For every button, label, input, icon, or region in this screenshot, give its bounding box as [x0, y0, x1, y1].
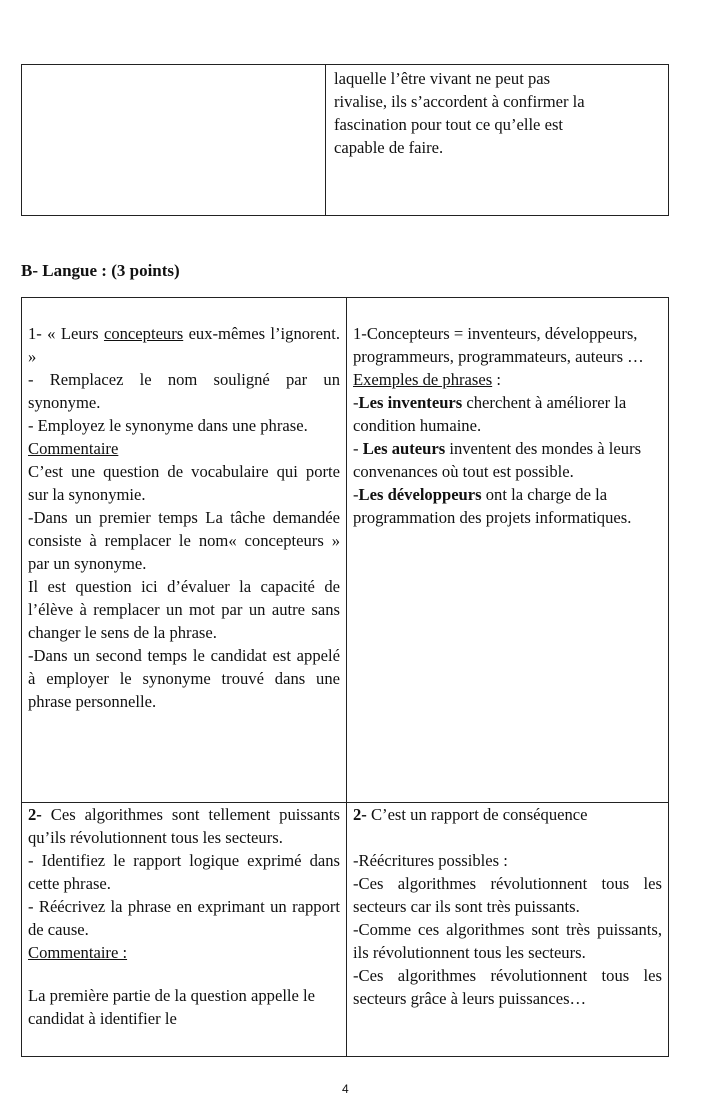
text-line: fascination pour tout ce qu’elle est: [334, 115, 564, 134]
q1-comment-2: -Dans un premier temps La tâche demandée consiste à remplacer le nom« concepteurs » par un synonyme.: [28, 508, 340, 573]
q1-comment-3: Il est question ici d’évaluer la capacité de l’élève à remplacer un mot par un autre sans changer le sens de la phrase.: [28, 577, 340, 642]
q2-rewrite-3: -Ces algorithmes révolutionnent tous les secteurs grâce à leurs puissances…: [353, 966, 662, 1008]
top-table-left-cell: [22, 65, 326, 216]
q2-rewrite-1: -Ces algorithmes révolutionnent tous les secteurs car ils sont très puissants.: [353, 874, 662, 916]
text-line: rivalise, ils s’accordent à confirmer la: [334, 92, 585, 111]
q1-question-cell: [22, 298, 347, 803]
q2-question-cell: [22, 803, 347, 1057]
q1-example-3: -Les développeurs ont la charge de la programmation des projets informatiques.: [353, 485, 632, 527]
q1-quote: 1- « Leurs concepteurs eux-mêmes l’ignorent. »: [28, 324, 340, 366]
q2-answer: 2- C’est un rapport de conséquence: [353, 805, 588, 824]
q1-example-2: - Les auteurs inventent des mondes à leurs convenances où tout est possible.: [353, 439, 642, 481]
langue-table: [21, 297, 669, 1057]
q1-example-1: -Les inventeurs cherchent à améliorer la condition humaine.: [353, 393, 627, 435]
q2-instruction-1: - Identifiez le rapport logique exprimé dans cette phrase.: [28, 851, 340, 893]
page-number: 4: [342, 1082, 349, 1096]
q1-instruction-1: - Remplacez le nom souligné par un synonyme.: [28, 370, 340, 412]
q1-comment-label: Commentaire: [28, 439, 119, 458]
q1-comment-1: C’est une question de vocabulaire qui porte sur la synonymie.: [28, 462, 340, 504]
q2-comment-label: Commentaire :: [28, 943, 128, 962]
top-table: [21, 64, 669, 216]
q1-answer-cell: [347, 298, 669, 803]
q2-comment-1: La première partie de la question appelle le candidat à identifier le: [28, 986, 316, 1028]
text-line: laquelle l’être vivant ne peut pas: [334, 69, 551, 88]
q1-instruction-2: - Employez le synonyme dans une phrase.: [28, 416, 308, 435]
q1-examples-label: Exemples de phrases :: [353, 370, 501, 389]
q1-comment-4: -Dans un second temps le candidat est appelé à employer le synonyme trouvé dans une phrase personnelle.: [28, 646, 340, 711]
q2-question: 2- Ces algorithmes sont tellement puissants qu’ils révolutionnent tous les secteurs.: [28, 805, 340, 847]
q1-synonyms: 1-Concepteurs = inventeurs, développeurs, programmeurs, programmateurs, auteurs …: [353, 324, 644, 366]
q2-rewrite-2: -Comme ces algorithmes sont très puissants, ils révolutionnent tous les secteurs.: [353, 920, 662, 962]
q2-rewrites-label: -Réécritures possibles :: [353, 851, 508, 870]
text-line: capable de faire.: [334, 138, 444, 157]
underlined-word: concepteurs: [103, 324, 184, 343]
section-heading: B- Langue : (3 points): [21, 261, 180, 280]
q2-answer-cell: [347, 803, 669, 1057]
top-table-right-cell: [326, 65, 669, 216]
q2-instruction-2: - Réécrivez la phrase en exprimant un rapport de cause.: [28, 897, 340, 939]
